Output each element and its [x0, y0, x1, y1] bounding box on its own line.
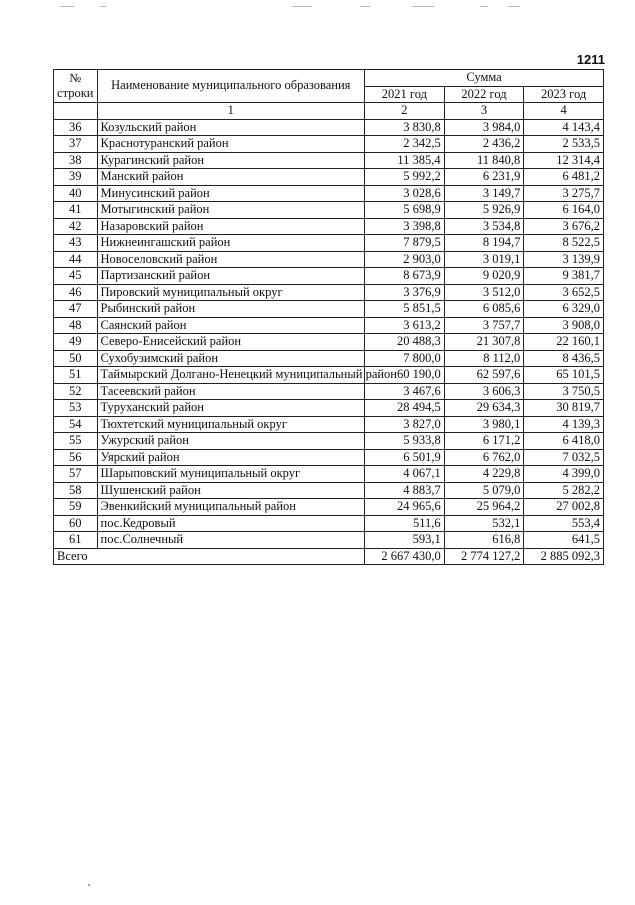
- municipality-name: Шарыповский муниципальный округ: [97, 466, 365, 483]
- header-year-2023: 2023 год: [524, 86, 604, 103]
- value-2023: 30 819,7: [524, 400, 604, 417]
- row-number: 44: [54, 251, 98, 268]
- header-row-number-label: № строки: [57, 70, 94, 100]
- table-row: [54, 202, 604, 219]
- municipality-name: Назаровский район: [97, 218, 365, 235]
- value-2022: 8 112,0: [444, 350, 524, 367]
- table-row: [54, 301, 604, 318]
- value-2023: 641,5: [524, 532, 604, 549]
- value-2021: 3 376,9: [365, 284, 445, 301]
- table-row: [54, 284, 604, 301]
- value-2021: 2 903,0: [365, 251, 445, 268]
- table-row: [54, 235, 604, 252]
- municipality-name: Шушенский район: [97, 482, 365, 499]
- value-2023: 9 381,7: [524, 268, 604, 285]
- row-number: 38: [54, 152, 98, 169]
- value-2023: 3 139,9: [524, 251, 604, 268]
- municipality-name: Мотыгинский район: [97, 202, 365, 219]
- table-row: [54, 416, 604, 433]
- value-2021: 7 879,5: [365, 235, 445, 252]
- municipality-name: Уярский район: [97, 449, 365, 466]
- table-row: [54, 268, 604, 285]
- table-body: [54, 119, 604, 548]
- row-number: 43: [54, 235, 98, 252]
- value-2023: 8 522,5: [524, 235, 604, 252]
- row-number: 45: [54, 268, 98, 285]
- value-2021: 5 698,9: [365, 202, 445, 219]
- row-number: 40: [54, 185, 98, 202]
- table-footer: [54, 548, 604, 565]
- value-2021: 593,1: [365, 532, 445, 549]
- table-row: [54, 251, 604, 268]
- value-2021: 2 342,5: [365, 136, 445, 153]
- value-2023: 3 750,5: [524, 383, 604, 400]
- row-number: 46: [54, 284, 98, 301]
- value-2021: 4 883,7: [365, 482, 445, 499]
- municipality-name: Краснотуранский район: [97, 136, 365, 153]
- value-2023: 553,4: [524, 515, 604, 532]
- value-2023: 8 436,5: [524, 350, 604, 367]
- row-number: 61: [54, 532, 98, 549]
- value-2022: 3 019,1: [444, 251, 524, 268]
- row-number: 47: [54, 301, 98, 318]
- value-2021: 5 992,2: [365, 169, 445, 186]
- row-number: 57: [54, 466, 98, 483]
- table-row: [54, 383, 604, 400]
- value-2023: 6 329,0: [524, 301, 604, 318]
- value-2023: 7 032,5: [524, 449, 604, 466]
- table-row: [54, 218, 604, 235]
- value-2023: 2 533,5: [524, 136, 604, 153]
- header-col-number-4: 4: [524, 103, 604, 120]
- table-row: [54, 400, 604, 417]
- row-number: 42: [54, 218, 98, 235]
- value-2022: 2 436,2: [444, 136, 524, 153]
- value-2022: 3 606,3: [444, 383, 524, 400]
- municipality-name: Рыбинский район: [97, 301, 365, 318]
- municipality-name: Саянский район: [97, 317, 365, 334]
- value-2023: 3 676,2: [524, 218, 604, 235]
- value-2022: 3 984,0: [444, 119, 524, 136]
- header-col-number-1: 1: [97, 103, 365, 120]
- table-row: [54, 367, 604, 384]
- value-2023: 3 275,7: [524, 185, 604, 202]
- value-2023: 5 282,2: [524, 482, 604, 499]
- value-2023: 27 002,8: [524, 499, 604, 516]
- table-row: [54, 334, 604, 351]
- value-2021: 7 800,0: [365, 350, 445, 367]
- municipality-name: Новоселовский район: [97, 251, 365, 268]
- value-2022: 5 079,0: [444, 482, 524, 499]
- value-2021: 3 830,8: [365, 119, 445, 136]
- row-number: 53: [54, 400, 98, 417]
- value-2021: 60 190,0: [365, 367, 445, 384]
- budget-table: [53, 69, 604, 565]
- value-2022: 3 534,8: [444, 218, 524, 235]
- page-number: 1211: [576, 52, 605, 67]
- municipality-name: Северо-Енисейский район: [97, 334, 365, 351]
- value-2022: 616,8: [444, 532, 524, 549]
- table-row: [54, 532, 604, 549]
- header-sum: Сумма: [365, 70, 604, 87]
- value-2021: 5 851,5: [365, 301, 445, 318]
- value-2021: 4 067,1: [365, 466, 445, 483]
- value-2021: 5 933,8: [365, 433, 445, 450]
- row-number: 51: [54, 367, 98, 384]
- header-col-number-2: 2: [365, 103, 445, 120]
- municipality-name: Пировский муниципальный округ: [97, 284, 365, 301]
- row-number: 60: [54, 515, 98, 532]
- row-number: 56: [54, 449, 98, 466]
- value-2023: 6 164,0: [524, 202, 604, 219]
- value-2021: 11 385,4: [365, 152, 445, 169]
- municipality-name: Таймырский Долгано-Ненецкий муниципальный район: [97, 367, 365, 384]
- header-row-number: [54, 70, 98, 103]
- value-2021: 24 965,6: [365, 499, 445, 516]
- value-2023: 65 101,5: [524, 367, 604, 384]
- value-2022: 532,1: [444, 515, 524, 532]
- value-2021: 3 467,6: [365, 383, 445, 400]
- value-2023: 4 139,3: [524, 416, 604, 433]
- table-row: [54, 136, 604, 153]
- value-2021: 3 613,2: [365, 317, 445, 334]
- row-number: 36: [54, 119, 98, 136]
- municipality-name: Минусинский район: [97, 185, 365, 202]
- municipality-name: Тюхтетский муниципальный округ: [97, 416, 365, 433]
- value-2021: 3 028,6: [365, 185, 445, 202]
- value-2021: 8 673,9: [365, 268, 445, 285]
- value-2021: 511,6: [365, 515, 445, 532]
- row-number: 58: [54, 482, 98, 499]
- total-2023: 2 885 092,3: [524, 548, 604, 565]
- header-col-number-0: [54, 103, 98, 120]
- row-number: 59: [54, 499, 98, 516]
- header-col-number-3: 3: [444, 103, 524, 120]
- total-2021: 2 667 430,0: [365, 548, 445, 565]
- municipality-name: Сухобузимский район: [97, 350, 365, 367]
- row-number: 49: [54, 334, 98, 351]
- row-number: 41: [54, 202, 98, 219]
- table-row: [54, 515, 604, 532]
- total-row: [54, 548, 604, 565]
- row-number: 50: [54, 350, 98, 367]
- value-2023: 4 143,4: [524, 119, 604, 136]
- value-2023: 22 160,1: [524, 334, 604, 351]
- value-2023: 6 418,0: [524, 433, 604, 450]
- table-row: [54, 185, 604, 202]
- value-2023: 3 652,5: [524, 284, 604, 301]
- municipality-name: Тасеевский район: [97, 383, 365, 400]
- row-number: 54: [54, 416, 98, 433]
- table-row: [54, 317, 604, 334]
- value-2022: 29 634,3: [444, 400, 524, 417]
- municipality-name: Ужурский район: [97, 433, 365, 450]
- municipality-name: Курагинский район: [97, 152, 365, 169]
- row-number: 37: [54, 136, 98, 153]
- municipality-name: Нижнеингашский район: [97, 235, 365, 252]
- value-2022: 3 512,0: [444, 284, 524, 301]
- table-row: [54, 499, 604, 516]
- municipality-name: пос.Кедровый: [97, 515, 365, 532]
- total-2022: 2 774 127,2: [444, 548, 524, 565]
- row-number: 55: [54, 433, 98, 450]
- table-row: [54, 119, 604, 136]
- value-2021: 20 488,3: [365, 334, 445, 351]
- municipality-name: пос.Солнечный: [97, 532, 365, 549]
- value-2023: 6 481,2: [524, 169, 604, 186]
- value-2023: 4 399,0: [524, 466, 604, 483]
- value-2022: 3 757,7: [444, 317, 524, 334]
- row-number: 52: [54, 383, 98, 400]
- municipality-name: Козульский район: [97, 119, 365, 136]
- value-2022: 8 194,7: [444, 235, 524, 252]
- value-2022: 4 229,8: [444, 466, 524, 483]
- row-number: 48: [54, 317, 98, 334]
- value-2022: 9 020,9: [444, 268, 524, 285]
- value-2022: 6 171,2: [444, 433, 524, 450]
- table-header: [54, 70, 604, 120]
- value-2022: 62 597,6: [444, 367, 524, 384]
- value-2021: 28 494,5: [365, 400, 445, 417]
- municipality-name: Эвенкийский муниципальный район: [97, 499, 365, 516]
- value-2022: 21 307,8: [444, 334, 524, 351]
- table-row: [54, 466, 604, 483]
- value-2022: 11 840,8: [444, 152, 524, 169]
- value-2022: 3 980,1: [444, 416, 524, 433]
- total-label: Всего: [54, 548, 365, 565]
- table-row: [54, 433, 604, 450]
- table-row: [54, 152, 604, 169]
- value-2023: 3 908,0: [524, 317, 604, 334]
- municipality-name: Партизанский район: [97, 268, 365, 285]
- row-number: 39: [54, 169, 98, 186]
- table-row: [54, 482, 604, 499]
- municipality-name: Манский район: [97, 169, 365, 186]
- value-2021: 6 501,9: [365, 449, 445, 466]
- header-year-2021: 2021 год: [365, 86, 445, 103]
- table-row: [54, 169, 604, 186]
- value-2022: 3 149,7: [444, 185, 524, 202]
- municipality-name: Туруханский район: [97, 400, 365, 417]
- value-2022: 6 231,9: [444, 169, 524, 186]
- value-2023: 12 314,4: [524, 152, 604, 169]
- scan-artifacts: [60, 6, 580, 12]
- value-2022: 6 085,6: [444, 301, 524, 318]
- value-2022: 6 762,0: [444, 449, 524, 466]
- table-row: [54, 350, 604, 367]
- header-municipality-name: Наименование муниципального образования: [97, 70, 365, 103]
- table-row: [54, 449, 604, 466]
- value-2022: 25 964,2: [444, 499, 524, 516]
- value-2021: 3 398,8: [365, 218, 445, 235]
- value-2022: 5 926,9: [444, 202, 524, 219]
- value-2021: 3 827,0: [365, 416, 445, 433]
- scan-dot: [88, 884, 90, 886]
- header-year-2022: 2022 год: [444, 86, 524, 103]
